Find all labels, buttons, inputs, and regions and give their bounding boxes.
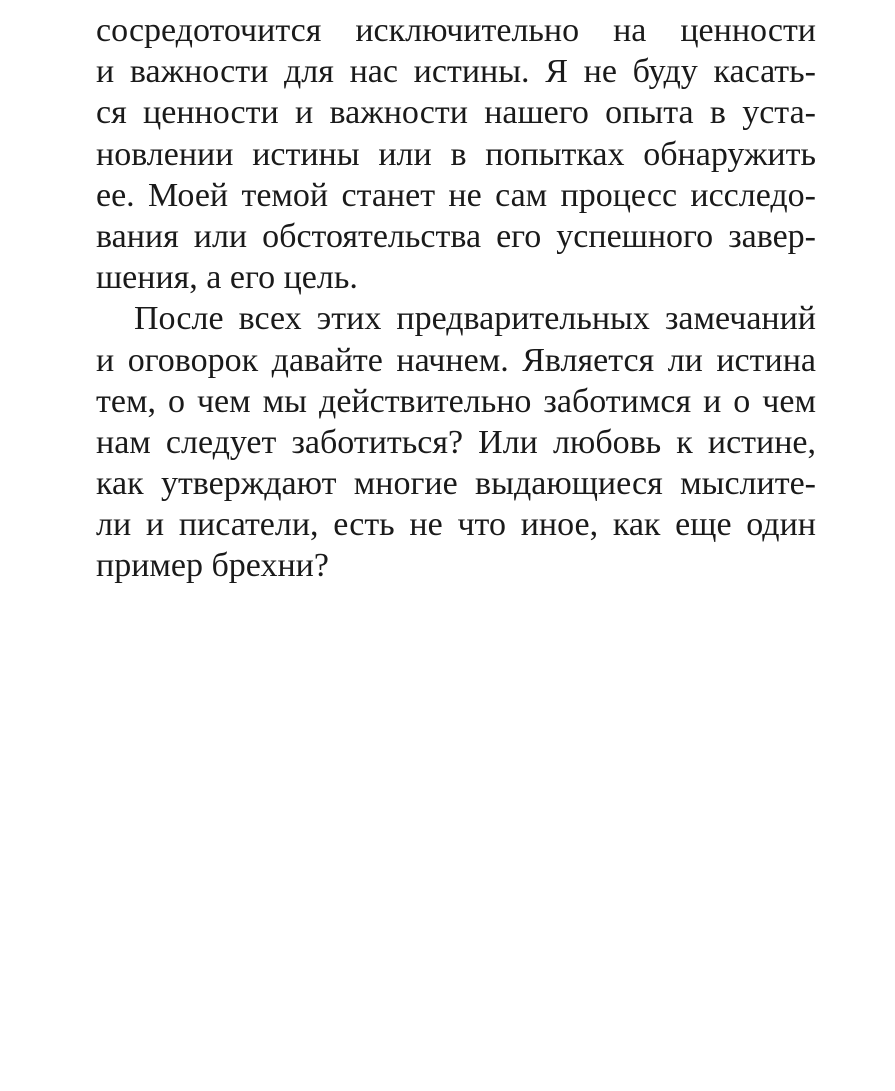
paragraph-2 (96, 298, 816, 586)
text-line: как утверждают многие выдающиеся мыслите- (96, 465, 816, 503)
paragraph-1 (96, 10, 816, 298)
text-line: тем, о чем мы действительно заботимся и о чем (96, 382, 816, 420)
text-line: ся ценности и важности нашего опыта в уста- (96, 94, 816, 132)
text-line: пример брехни? (96, 547, 329, 585)
text-line: и оговорок давайте начнем. Является ли истина (96, 341, 816, 379)
text-line: сосредоточится исключительно на ценности (96, 12, 816, 49)
text-line: ли и писатели, есть не что иное, как еще один (96, 506, 816, 544)
text-line: шения, а его цель. (96, 259, 358, 297)
text-line: и важности для нас истины. Я не буду касать- (96, 53, 816, 91)
page-text-block (96, 10, 816, 587)
text-line: После всех этих предварительных замечаний (134, 300, 816, 338)
text-line: вания или обстоятельства его успешного завер- (96, 217, 816, 255)
text-line: нам следует заботиться? Или любовь к истине, (96, 423, 816, 461)
text-line: новлении истины или в попытках обнаружить (96, 135, 816, 173)
text-line: ее. Моей темой станет не сам процесс исследо- (96, 176, 816, 214)
